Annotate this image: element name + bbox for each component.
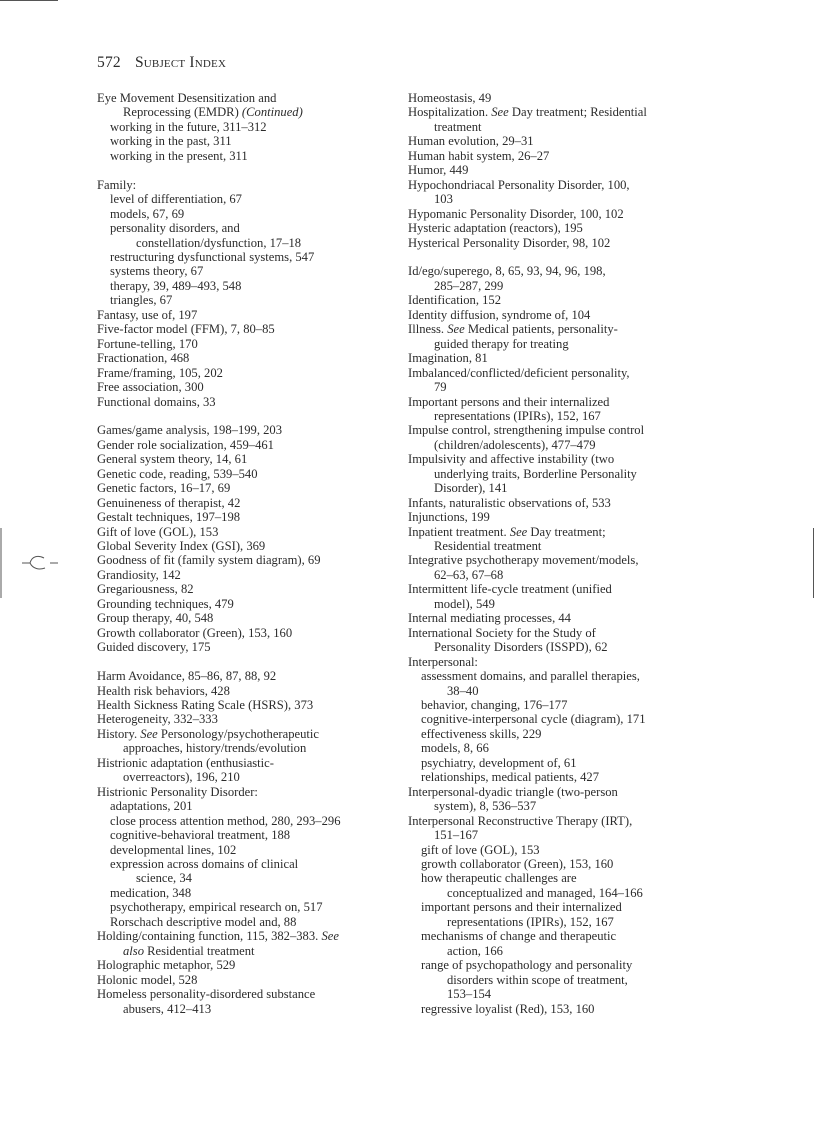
index-entry: Holographic metaphor, 529: [97, 958, 236, 973]
index-entry: Growth collaborator (Green), 153, 160: [97, 625, 293, 640]
index-entry: Gender role socialization, 459–461: [97, 437, 274, 452]
index-entry-continuation: conceptualized and managed, 164–166: [447, 885, 643, 900]
index-subentry: behavior, changing, 176–177: [421, 698, 568, 713]
index-entry: Grounding techniques, 479: [97, 596, 234, 611]
index-entry-continuation: Personality Disorders (ISSPD), 62: [434, 640, 608, 655]
entry-gap: [97, 655, 393, 669]
index-entry: Holonic model, 528: [97, 972, 198, 987]
index-entry-continuation: Disorder), 141: [434, 481, 508, 496]
index-subentry: working in the past, 311: [110, 134, 232, 149]
index-subentry: range of psychopathology and personality: [421, 958, 633, 973]
index-subentry: assessment domains, and parallel therapies,: [421, 669, 640, 684]
index-entry: Impulsivity and affective instability (two: [408, 452, 615, 467]
index-entry: Gestalt techniques, 197–198: [97, 510, 241, 525]
index-entry-continuation: science, 34: [136, 871, 192, 886]
index-entry-continuation: 79: [434, 380, 447, 395]
index-subentry: mechanisms of change and therapeutic: [421, 929, 617, 944]
index-entry: Gift of love (GOL), 153: [97, 524, 219, 539]
index-entry: Hospitalization. See Day treatment; Residential: [408, 105, 647, 120]
index-entry-continuation: action, 166: [447, 943, 503, 958]
index-entry: Interpersonal:: [408, 654, 478, 669]
index-entry: Eye Movement Desensitization and: [97, 91, 277, 105]
index-subentry: adaptations, 201: [110, 799, 193, 814]
index-entry: Family:: [97, 177, 137, 192]
index-entry: Interpersonal Reconstructive Therapy (IRT),: [408, 813, 633, 828]
index-entry: Harm Avoidance, 85–86, 87, 88, 92: [97, 669, 277, 684]
index-subentry: regressive loyalist (Red), 153, 160: [421, 1001, 595, 1016]
index-entry: Five-factor model (FFM), 7, 80–85: [97, 322, 275, 337]
index-entry: Inpatient treatment. See Day treatment;: [408, 524, 606, 539]
index-entry: Goodness of fit (family system diagram), 69: [97, 553, 321, 568]
index-entry: Impulse control, strengthening impulse control: [408, 423, 645, 438]
index-entry: Fortune-telling, 170: [97, 336, 198, 351]
index-entry-continuation: Residential treatment: [434, 539, 542, 554]
index-entry: Identity diffusion, syndrome of, 104: [408, 307, 591, 322]
running-head-title: Subject Index: [134, 54, 227, 71]
index-entry: Health risk behaviors, 428: [97, 683, 230, 698]
index-entry-continuation: representations (IPIRs), 152, 167: [447, 914, 614, 929]
index-entry: Guided discovery, 175: [97, 640, 211, 655]
index-subentry: therapy, 39, 489–493, 548: [110, 278, 242, 293]
index-entry: Human habit system, 26–27: [408, 148, 550, 163]
index-entry: Internal mediating processes, 44: [408, 611, 571, 626]
index-subentry: working in the present, 311: [110, 148, 248, 163]
index-entry: Functional domains, 33: [97, 394, 216, 409]
registration-crop-mark: [0, 528, 60, 598]
index-subentry: developmental lines, 102: [110, 842, 237, 857]
index-entry: Gregariousness, 82: [97, 582, 194, 597]
index-subentry: medication, 348: [110, 885, 192, 900]
index-entry-continuation: abusers, 412–413: [123, 1001, 212, 1016]
index-subentry: models, 8, 66: [421, 741, 489, 756]
index-entry: Fractionation, 468: [97, 351, 190, 366]
index-subentry: triangles, 67: [110, 293, 173, 308]
index-entry-continuation: 151–167: [434, 828, 479, 843]
index-entry-continuation: 38–40: [447, 683, 479, 698]
index-subentry: important persons and their internalized: [421, 900, 622, 915]
index-entry: Histrionic Personality Disorder:: [97, 784, 258, 799]
index-entry: Health Sickness Rating Scale (HSRS), 373: [97, 697, 314, 712]
index-entry: Fantasy, use of, 197: [97, 307, 198, 322]
index-subentry: effectiveness skills, 229: [421, 726, 542, 741]
index-entry-continuation: approaches, history/trends/evolution: [123, 741, 307, 756]
index-entry-continuation: model), 549: [434, 596, 495, 611]
page-number: 572: [97, 54, 121, 71]
index-entry: Intermittent life-cycle treatment (unified: [408, 582, 612, 597]
index-entry: Identification, 152: [408, 293, 502, 308]
index-entry-continuation: 153–154: [447, 987, 492, 1002]
index-entry: International Society for the Study of: [408, 625, 596, 640]
index-entry: Genetic factors, 16–17, 69: [97, 481, 231, 496]
index-entry: Imbalanced/conflicted/deficient personality,: [408, 365, 630, 380]
index-entry: Infants, naturalistic observations of, 533: [408, 495, 611, 510]
index-entry-continuation: guided therapy for treating: [434, 336, 569, 351]
index-entry: Imagination, 81: [408, 351, 488, 366]
index-entry: Integrative psychotherapy movement/models,: [408, 553, 639, 568]
index-entry: Holding/containing function, 115, 382–383. See: [97, 929, 339, 944]
index-entry: Injunctions, 199: [408, 510, 490, 525]
index-entry: Global Severity Index (GSI), 369: [97, 539, 266, 554]
entry-gap: [97, 409, 393, 423]
index-subentry: systems theory, 67: [110, 264, 204, 279]
index-entry-continuation: disorders within scope of treatment,: [447, 972, 628, 987]
index-entry-continuation: underlying traits, Borderline Personality: [434, 466, 637, 481]
index-subentry: relationships, medical patients, 427: [421, 770, 600, 785]
entry-gap: [408, 250, 708, 264]
index-entry-continuation: (children/adolescents), 477–479: [434, 437, 596, 452]
index-subentry: working in the future, 311–312: [110, 119, 267, 134]
index-subentry: personality disorders, and: [110, 221, 240, 236]
index-subentry: how therapeutic challenges are: [421, 871, 577, 886]
index-entry: Homeless personality-disordered substance: [97, 987, 316, 1002]
index-entry: Hypochondriacal Personality Disorder, 100,: [408, 177, 630, 192]
index-entry: Free association, 300: [97, 380, 204, 395]
index-subentry: cognitive-interpersonal cycle (diagram), 171: [421, 712, 646, 727]
index-entry: Important persons and their internalized: [408, 394, 610, 409]
index-entry: Genetic code, reading, 539–540: [97, 466, 258, 481]
index-entry-continuation: constellation/dysfunction, 17–18: [136, 235, 302, 250]
index-column-left: [97, 91, 393, 1016]
index-subentry: gift of love (GOL), 153: [421, 842, 540, 857]
index-entry: Illness. See Medical patients, personality-: [408, 322, 618, 337]
index-entry: History. See Personology/psychotherapeutic: [97, 726, 319, 741]
index-entry-continuation: overreactors), 196, 210: [123, 770, 240, 785]
index-entry: Genuineness of therapist, 42: [97, 495, 241, 510]
index-subentry: expression across domains of clinical: [110, 856, 299, 871]
entry-gap: [97, 163, 393, 177]
index-entry: Hysterical Personality Disorder, 98, 102: [408, 235, 611, 250]
index-column-right: [408, 91, 708, 1016]
index-entry: Homeostasis, 49: [408, 91, 492, 105]
index-entry: Hysteric adaptation (reactors), 195: [408, 221, 583, 236]
index-entry: Heterogeneity, 332–333: [97, 712, 218, 727]
index-subentry: growth collaborator (Green), 153, 160: [421, 857, 614, 871]
index-subentry: psychotherapy, empirical research on, 517: [110, 900, 323, 915]
index-entry-continuation: system), 8, 536–537: [434, 799, 537, 814]
index-subentry: level of differentiation, 67: [110, 192, 242, 207]
running-head: [97, 54, 226, 72]
index-entry-continuation: 62–63, 67–68: [434, 567, 504, 582]
index-entry: Group therapy, 40, 548: [97, 611, 214, 626]
index-entry: Frame/framing, 105, 202: [97, 365, 223, 380]
index-entry-continuation: also Residential treatment: [123, 943, 255, 958]
index-entry-continuation: treatment: [434, 119, 482, 134]
index-subentry: psychiatry, development of, 61: [421, 755, 577, 770]
index-subentry: models, 67, 69: [110, 206, 185, 221]
index-entry: Humor, 449: [408, 163, 469, 178]
index-subentry: close process attention method, 280, 293–296: [110, 813, 341, 828]
index-entry: Hypomanic Personality Disorder, 100, 102: [408, 206, 624, 221]
index-entry: Id/ego/superego, 8, 65, 93, 94, 96, 198,: [408, 264, 606, 279]
index-entry-continuation: Reprocessing (EMDR) (Continued): [123, 105, 303, 120]
index-entry-continuation: 103: [434, 192, 453, 207]
index-entry: Interpersonal-dyadic triangle (two-person: [408, 784, 618, 799]
index-entry: Grandiosity, 142: [97, 567, 181, 582]
corner-crop-mark: [0, 0, 58, 3]
index-entry: Games/game analysis, 198–199, 203: [97, 423, 283, 438]
index-entry: General system theory, 14, 61: [97, 452, 248, 467]
index-subentry: Rorschach descriptive model and, 88: [110, 914, 297, 929]
index-entry-continuation: 285–287, 299: [434, 278, 504, 293]
index-subentry: restructuring dysfunctional systems, 547: [110, 249, 315, 264]
index-entry-continuation: representations (IPIRs), 152, 167: [434, 408, 601, 423]
index-entry: Human evolution, 29–31: [408, 134, 534, 149]
index-entry: Histrionic adaptation (enthusiastic-: [97, 755, 274, 770]
index-subentry: cognitive-behavioral treatment, 188: [110, 828, 291, 843]
